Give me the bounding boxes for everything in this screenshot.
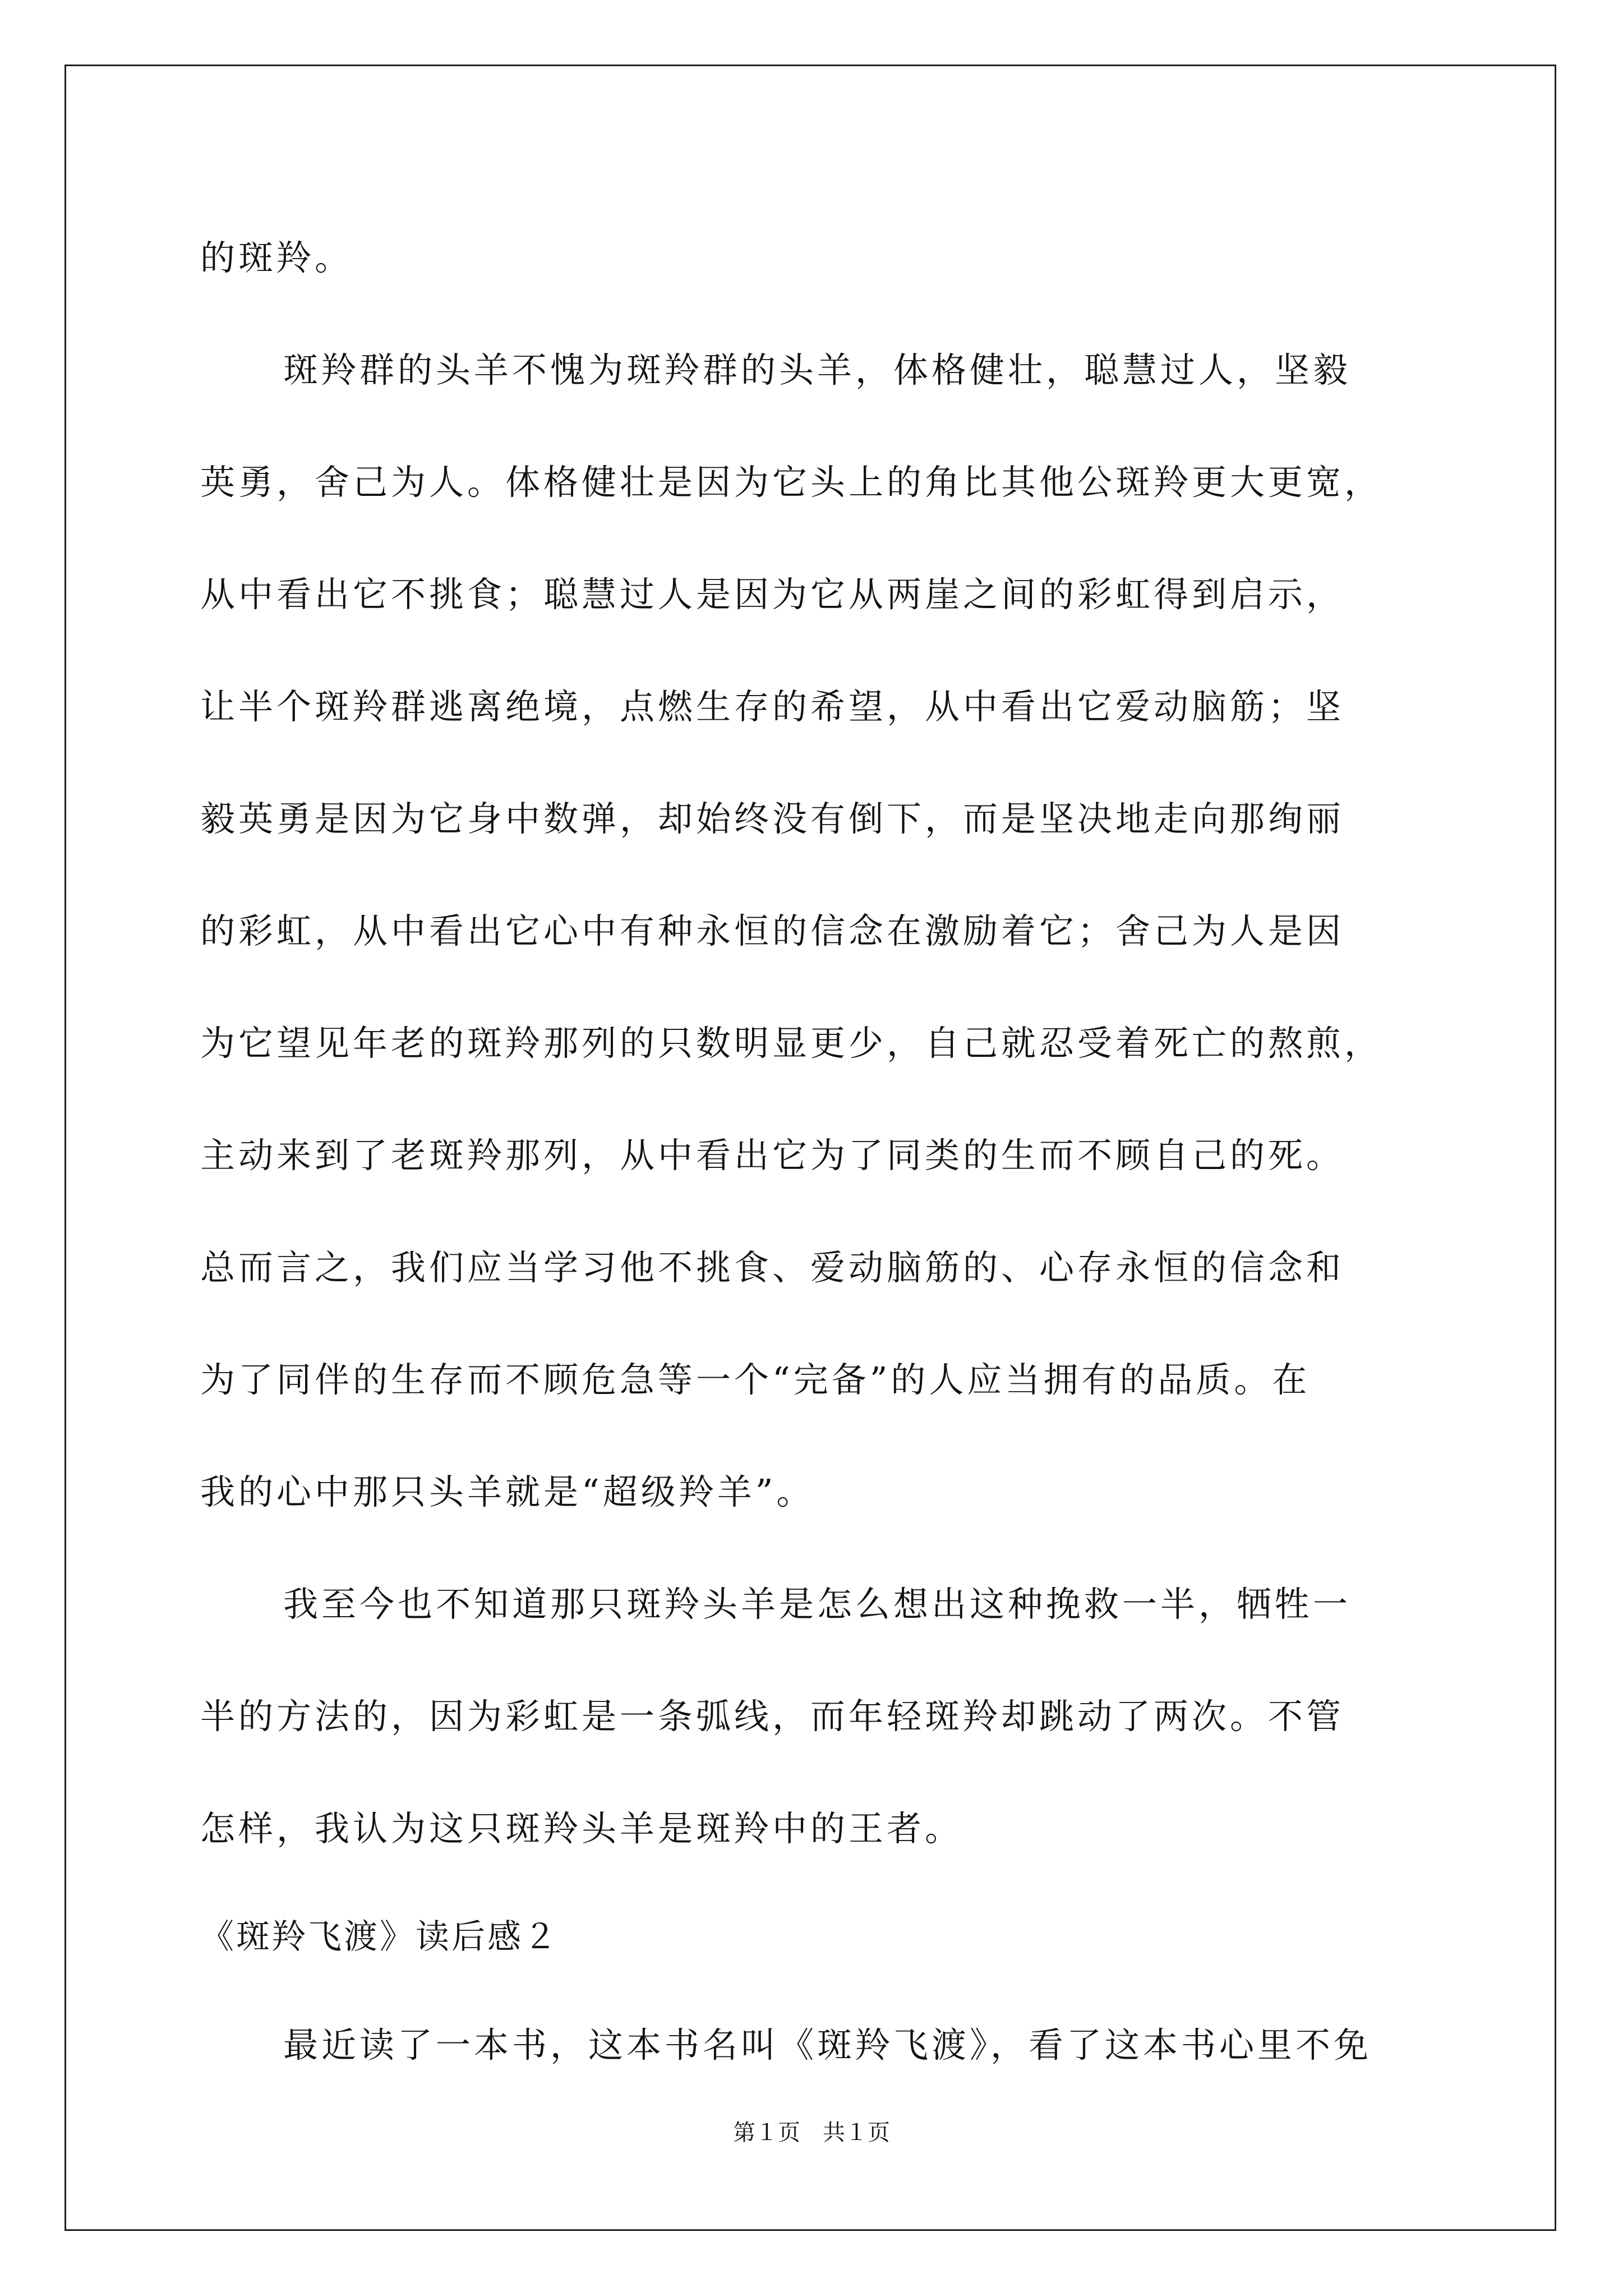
paragraph-line: 英勇，舍己为人。体格健壮是因为它头上的角比其他公斑羚更大更宽， xyxy=(200,462,1383,503)
paragraph-line: 让半个斑羚群逃离绝境，点燃生存的希望，从中看出它爱动脑筋；坚 xyxy=(200,686,1345,727)
section-heading: 《斑羚飞渡》读后感２ xyxy=(200,1917,559,1957)
document-body xyxy=(200,202,1434,2101)
paragraph-line: 为了同伴的生存而不顾危急等一个“完备”的人应当拥有的品质。在 xyxy=(200,1359,1311,1400)
paragraph-line: 主动来到了老斑羚那列，从中看出它为了同类的生而不顾自己的死。 xyxy=(200,1135,1345,1176)
paragraph-line: 总而言之，我们应当学习他不挑食、爱动脑筋的、心存永恒的信念和 xyxy=(200,1247,1345,1288)
paragraph-line: 斑羚群的头羊不愧为斑羚群的头羊，体格健壮，聪慧过人，坚毅 xyxy=(283,349,1352,390)
paragraph-line: 我至今也不知道那只斑羚头羊是怎么想出这种挽救一半，牺牲一 xyxy=(283,1584,1352,1625)
paragraph-line: 怎样，我认为这只斑羚头羊是斑羚中的王者。 xyxy=(200,1808,963,1849)
paragraph-line: 从中看出它不挑食；聪慧过人是因为它从两崖之间的彩虹得到启示， xyxy=(200,574,1345,615)
paragraph-line: 的彩虹，从中看出它心中有种永恒的信念在激励着它；舍己为人是因 xyxy=(200,910,1345,951)
paragraph-line: 我的心中那只头羊就是“超级羚羊”。 xyxy=(200,1471,815,1512)
paragraph-line: 半的方法的，因为彩虹是一条弧线，而年轻斑羚却跳动了两次。不管 xyxy=(200,1696,1345,1737)
paragraph-line: 毅英勇是因为它身中数弹，却始终没有倒下，而是坚决地走向那绚丽 xyxy=(200,798,1345,839)
paragraph-line: 的斑羚。 xyxy=(200,237,353,278)
paragraph-line: 为它望见年老的斑羚那列的只数明显更少，自己就忍受着死亡的熬煎， xyxy=(200,1023,1383,1064)
page-footer: 第１页 共１页 xyxy=(733,2120,890,2146)
paragraph-line: 最近读了一本书，这本书名叫《斑羚飞渡》，看了这本书心里不免 xyxy=(283,2024,1372,2065)
